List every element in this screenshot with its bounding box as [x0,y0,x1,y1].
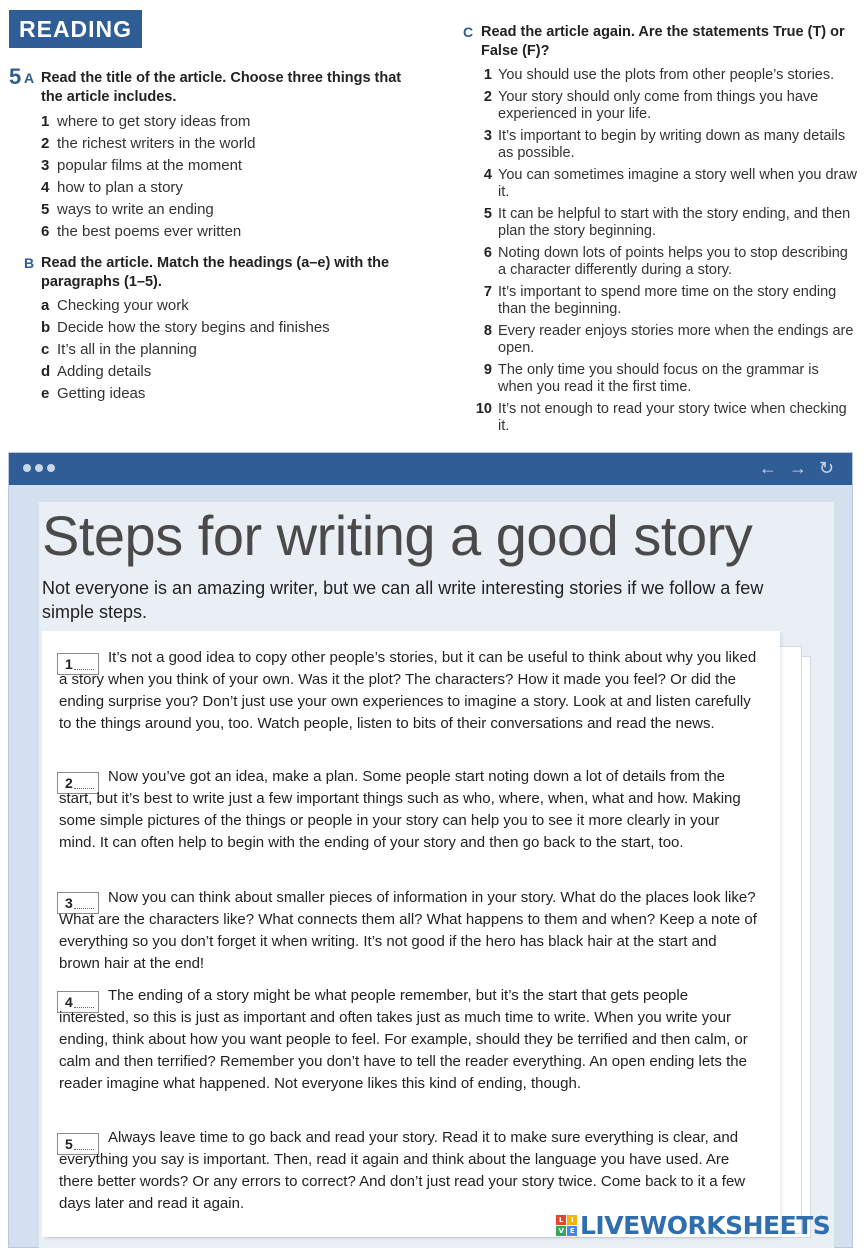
exercise-b-letter: B [24,255,35,271]
statement-item[interactable]: 6 Noting down lots of points helps you to stop describing a character differently during a story. [483,245,848,278]
list-item[interactable]: 3 popular films at the moment [41,157,243,174]
exercise-c-letter: C [463,24,474,40]
logo-text: LIVEWORKSHEETS [580,1210,831,1240]
article-paragraph: It’s not a good idea to copy other people’s stories, but it can be useful to think about why you liked a story when you think of your own. Was it the plot? The characters? How it made you feel? Or did the ending surprise you? Don’t just use your own experiences to imagine a story. Look at and listen carefully to the things around you, too. Watch people, listen to bits of their conversations and read the news. [59,649,757,732]
forward-arrow-icon[interactable]: → [788,458,807,478]
back-arrow-icon[interactable]: ← [758,458,777,478]
article-title: Steps for writing a good story [42,504,753,567]
exercise-c-instruction: Read the article again. Are the statements True (T) or False (F)? [481,24,845,59]
article-paragraph: Now you’ve got an idea, make a plan. Some people start noting down a lot of details from the start, but it’s best to write just a few important things such as who, where, when, what and how. Making some simple pictures of the things or people in your story can help you to see it more clearly in your mind. It can often help to begin with the ending of your story and then go back to the start, too. [59,768,741,851]
list-item[interactable]: 6 the best poems ever written [41,223,242,240]
exercise-b-instruction: Read the article. Match the headings (a–e) with the paragraphs (1–5). [41,255,390,290]
liveworksheets-logo[interactable] [556,1210,830,1240]
list-item[interactable]: d Adding details [41,363,152,380]
paragraph-heading-input[interactable]: 4 [57,991,99,1013]
article-intro: Not everyone is an amazing writer, but we can all write interesting stories if we follow a few simple steps. [42,578,764,622]
statement-item[interactable]: 3 It’s important to begin by writing down as many details as possible. [483,128,846,161]
window-dots [23,464,55,472]
window-dot-icon [23,464,31,472]
list-item[interactable]: 5 ways to write an ending [41,201,214,218]
article-paragraph: Now you can think about smaller pieces of information in your story. What do the places look like? What are the characters like? What connects them all? What happens to them and when? Keep a note of everything so you don’t forget it when writing. It’s not good if the hero has black hair at the start and brown hair at the end! [59,889,757,972]
list-item[interactable]: a Checking your work [41,297,189,314]
exercise-number: 5 [9,64,22,89]
statement-item[interactable]: 7 It’s important to spend more time on the story ending than the beginning. [483,284,837,317]
browser-toolbar [9,453,852,485]
paragraph-heading-input[interactable]: 2 [57,772,99,794]
exercise-a-list [41,111,421,243]
exercise-b-list [41,295,421,405]
reading-section-label: READING [9,10,142,48]
exercise-c-statements [472,67,857,440]
paragraph-heading-input[interactable]: 3 [57,892,99,914]
article-paragraph: The ending of a story might be what people remember, but it’s the start that gets people interested, so this is just as important and often takes just as much time to write. When you write your ending, think about how you want people to feel. For example, should they be terrified and then calm, or calm and then terrified? Remember you don’t have to tell the reader everything. An open ending lets the reader imagine what happened. Not everyone likes this kind of ending, though. [59,987,748,1092]
list-item[interactable]: e Getting ideas [41,385,146,402]
list-item[interactable]: 1 where to get story ideas from [41,113,251,130]
window-dot-icon [35,464,43,472]
list-item[interactable]: c It’s all in the planning [41,341,197,358]
browser-nav [759,458,834,479]
list-item[interactable]: 2 the richest writers in the world [41,135,256,152]
exercise-a-letter: A [24,70,35,86]
paragraph-heading-input[interactable]: 1 [57,653,99,675]
list-item[interactable]: 4 how to plan a story [41,179,183,196]
paragraph-heading-input[interactable]: 5 [57,1133,99,1155]
statement-item[interactable]: 9 The only time you should focus on the grammar is when you read it the first time. [483,362,819,395]
refresh-icon[interactable]: ↻ [818,458,834,478]
statement-item[interactable]: 2 Your story should only come from things you have experienced in your life. [483,89,819,122]
article-paragraph: Always leave time to go back and read your story. Read it to make sure everything is clear, and everything you say is important. Then, read it again and think about the language you have used. Are there better words? Or any errors to correct? And don’t just read your story twice. Come back to it a few days later and read it again. [59,1129,746,1212]
statement-item[interactable]: 1 You should use the plots from other people’s stories. [483,67,835,83]
statement-item[interactable]: 4 You can sometimes imagine a story well when you draw it. [483,167,857,200]
browser-window [8,452,853,1248]
window-dot-icon [47,464,55,472]
list-item[interactable]: b Decide how the story begins and finishes [41,319,330,336]
statement-item[interactable]: 8 Every reader enjoys stories more when the endings are open. [483,323,854,356]
statement-item[interactable]: 10 It’s not enough to read your story twice when checking it. [475,401,847,434]
logo-mark-icon: L I V E [556,1215,577,1236]
exercise-a-instruction: Read the title of the article. Choose three things that the article includes. [41,70,402,105]
statement-item[interactable]: 5 It can be helpful to start with the story ending, and then plan the story beginning. [483,206,851,239]
